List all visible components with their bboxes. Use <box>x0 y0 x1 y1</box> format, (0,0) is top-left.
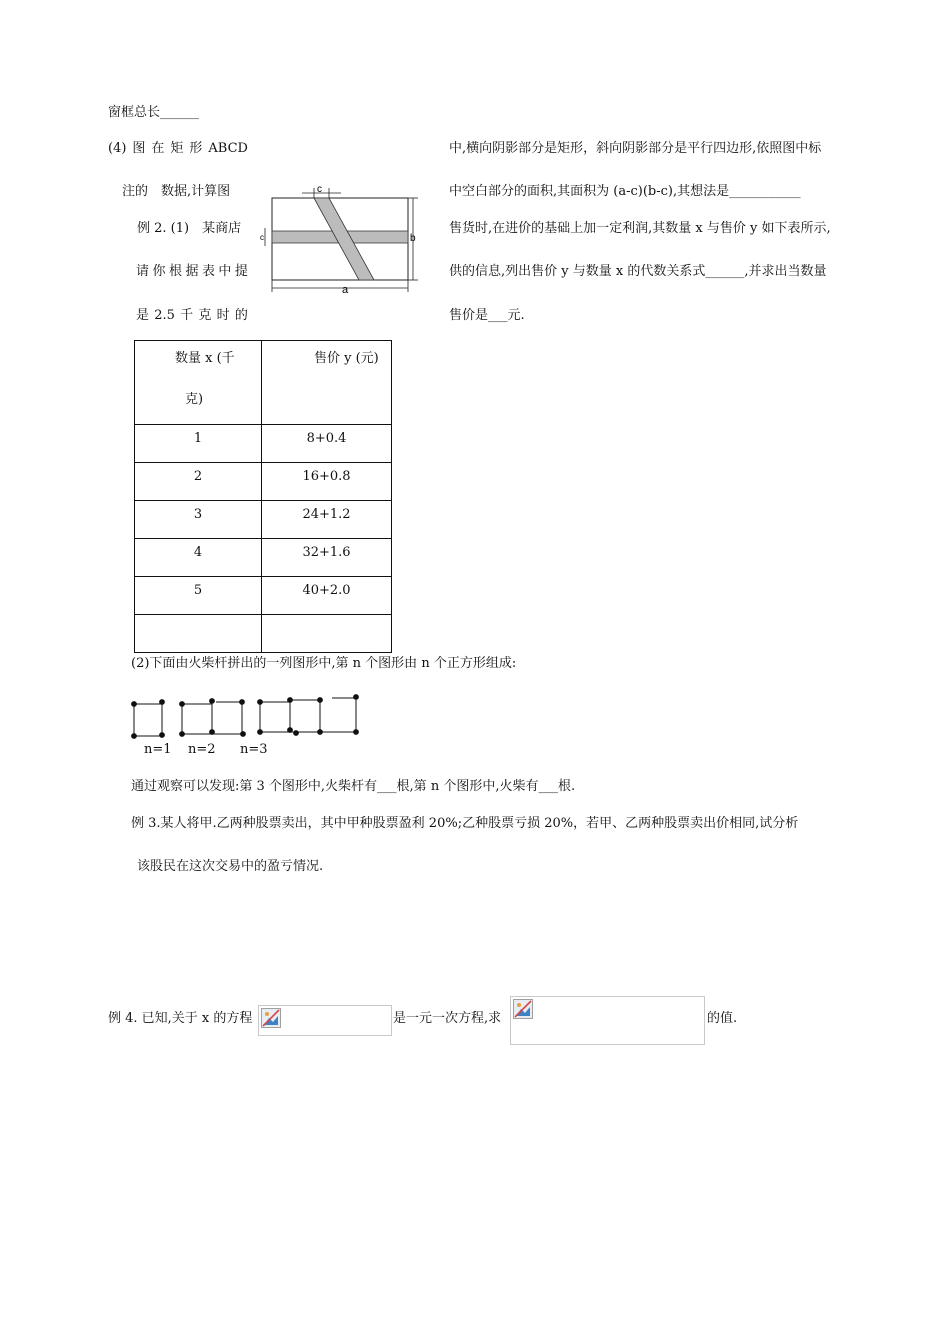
broken-image-icon <box>513 999 533 1019</box>
ex3-line1: 例 3.某人将甲.乙两种股票卖出，其中甲种股票盈利 20%;乙种股票亏损 20%，若甲、乙两种股票卖出价相同,试分析 <box>131 816 799 831</box>
price-value: 8+0.4 <box>306 431 347 446</box>
price-value: 24+1.2 <box>302 507 351 522</box>
table-row <box>135 577 392 615</box>
window-total-line: 窗框总长______ <box>108 105 200 120</box>
expression-image-placeholder <box>510 996 705 1045</box>
ex4-text-b: 是一元一次方程,求 <box>393 1011 502 1026</box>
word: 克 <box>198 308 212 323</box>
equation-image-placeholder <box>258 1005 392 1036</box>
price-cell <box>262 539 392 577</box>
note-left: 注的 数据,计算图 <box>122 184 231 199</box>
observe-line: 通过观察可以发现:第 3 个图形中,火柴杆有___根,第 n 个图形中,火柴有___根. <box>131 779 576 794</box>
ex4-part4-right: 中,横向阴影部分是矩形，斜向阴影部分是平行四边形,依照图中标 <box>449 141 822 156</box>
word: (4) <box>108 141 127 156</box>
word: 矩 <box>170 141 184 156</box>
word: 你 <box>152 264 166 279</box>
qty-cell <box>135 463 262 501</box>
note-right: 中空白部分的面积,其面积为 (a-c)(b-c),其想法是___________ <box>449 184 801 199</box>
qty-value: 1 <box>193 431 203 446</box>
word: 是 <box>136 308 150 323</box>
header-price-label: 售价 y (元) <box>314 351 379 366</box>
word: 在 <box>151 141 165 156</box>
price-value: 16+0.8 <box>302 469 351 484</box>
label-b: b <box>410 233 416 244</box>
word: 2.5 <box>154 308 175 323</box>
word: 形 <box>189 141 203 156</box>
broken-image-graphic <box>262 1009 280 1027</box>
header-qty <box>135 341 262 425</box>
word: ABCD <box>208 141 248 156</box>
qty-cell <box>135 615 262 653</box>
qty-value: 5 <box>193 583 203 598</box>
qty-price-table <box>134 340 392 653</box>
word: 表 <box>201 264 215 279</box>
header-qty-line2: 克) <box>185 392 204 407</box>
word: 图 <box>132 141 146 156</box>
ask-right: 供的信息,列出售价 y 与数量 x 的代数关系式______,并求出当数量 <box>449 264 827 279</box>
table-row <box>135 425 392 463</box>
word: 根 <box>168 264 182 279</box>
price-value: 32+1.6 <box>302 545 351 560</box>
ask-left <box>136 264 248 280</box>
match-label-n1: n=1 <box>144 742 172 757</box>
price-cell <box>262 577 392 615</box>
matchstick-n1 <box>132 700 165 739</box>
price-cell <box>262 501 392 539</box>
ex2-left: 例 2. (1) 某商店 <box>137 221 242 236</box>
word: 据 <box>185 264 199 279</box>
table-header-row <box>135 341 392 425</box>
price-value: 40+2.0 <box>302 583 351 598</box>
label-c-left: c <box>260 233 264 242</box>
qty-value: 3 <box>193 507 203 522</box>
qty-value: 2 <box>193 469 203 484</box>
ex4-text-a: 例 4. 已知,关于 x 的方程 <box>108 1011 253 1026</box>
match-label-n2: n=2 <box>188 742 216 757</box>
is-left <box>136 308 248 324</box>
qty-cell <box>135 425 262 463</box>
ex2-part2: (2)下面由火柴杆拼出的一列图形中,第 n 个图形由 n 个正方形组成: <box>131 656 517 671</box>
matchstick-n2 <box>180 699 246 737</box>
ex4-text-c: 的值. <box>707 1011 738 1026</box>
word: 提 <box>234 264 248 279</box>
qty-cell <box>135 501 262 539</box>
table-row <box>135 615 392 653</box>
price-cell <box>262 425 392 463</box>
is-right: 售价是___元. <box>449 308 525 323</box>
match-label-n3: n=3 <box>240 742 268 757</box>
header-qty-line1: 数量 x (千 <box>175 351 235 366</box>
word: 的 <box>234 308 248 323</box>
qty-value: 4 <box>193 545 203 560</box>
table-row <box>135 463 392 501</box>
label-a: a <box>342 284 349 296</box>
qty-cell <box>135 539 262 577</box>
table-row <box>135 501 392 539</box>
header-price <box>262 341 392 425</box>
ex3-line2: 该股民在这次交易中的盈亏情况. <box>137 859 324 874</box>
label-c-top: c <box>317 184 322 195</box>
word: 请 <box>136 264 150 279</box>
table-row <box>135 539 392 577</box>
price-cell <box>262 463 392 501</box>
ex2-right: 售货时,在进价的基础上加一定利润,其数量 x 与售价 y 如下表所示, <box>449 221 831 236</box>
broken-image-graphic <box>514 1000 532 1018</box>
qty-cell <box>135 577 262 615</box>
broken-image-icon <box>261 1008 281 1028</box>
ex4-part4-left <box>108 141 248 157</box>
word: 中 <box>218 264 232 279</box>
word: 时 <box>216 308 230 323</box>
rectangle-figure <box>258 184 424 296</box>
price-cell <box>262 615 392 653</box>
word: 千 <box>180 308 194 323</box>
matchstick-n3 <box>258 695 359 736</box>
